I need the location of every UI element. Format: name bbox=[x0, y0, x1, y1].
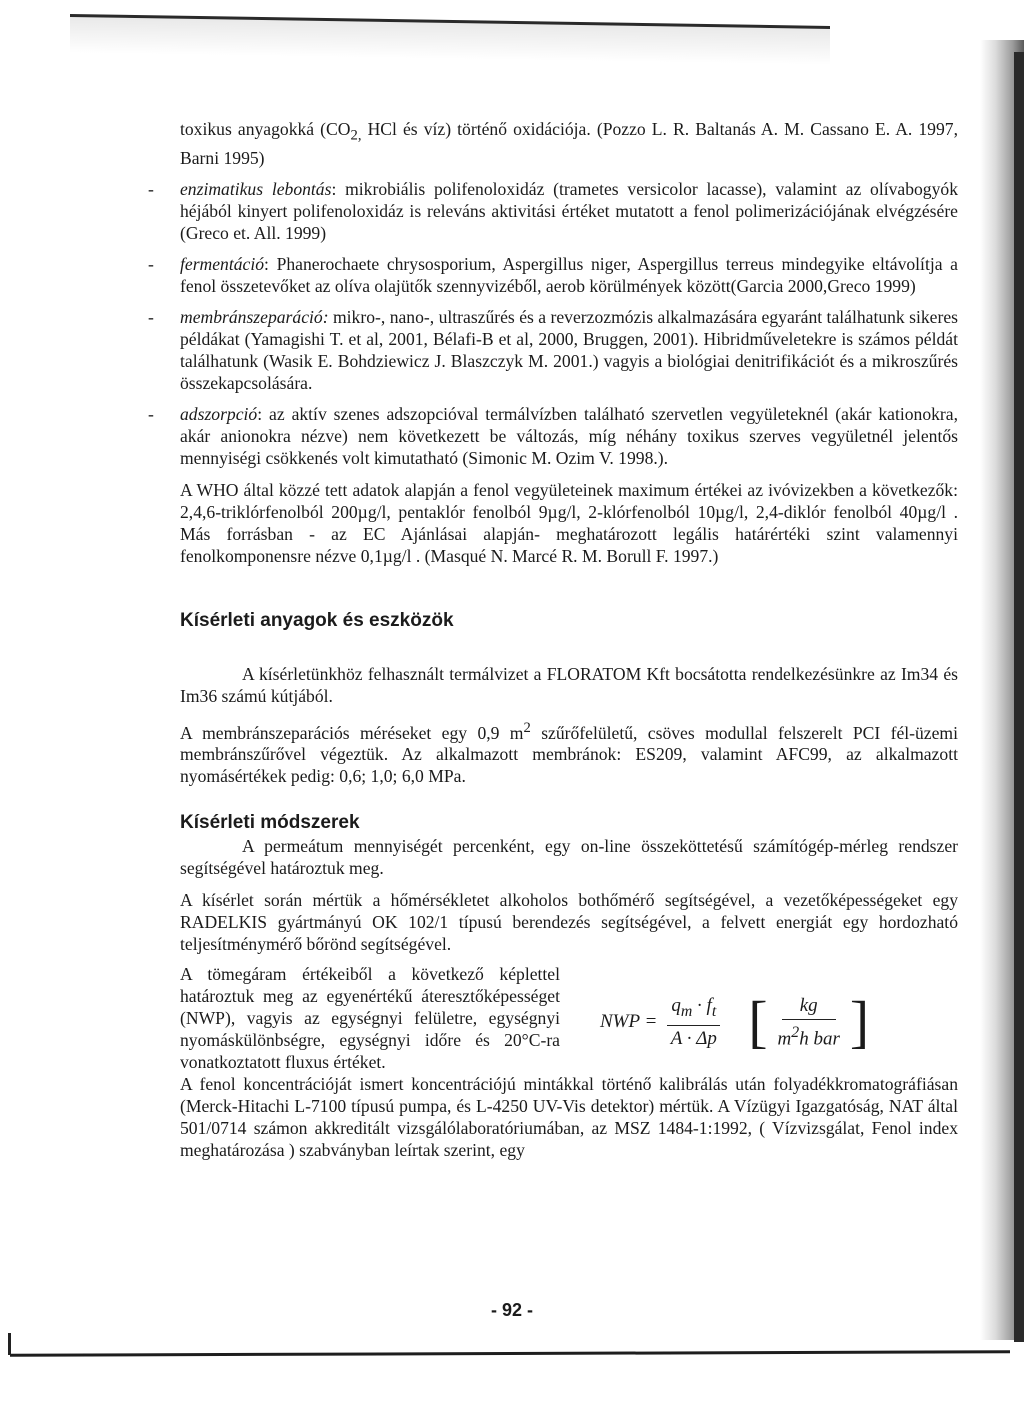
term: fermentáció bbox=[180, 253, 265, 274]
scan-edge-right bbox=[1014, 52, 1024, 1342]
paragraph-materials-1: A kísérletünkhöz felhasznált termálvizet a FLORATOM Kft bocsátotta rendelkezésünkre az Im34 és Im36 számú kútjából. bbox=[180, 663, 958, 706]
paragraph-methods-1: A permeátum mennyiségét percenként, egy on-line összeköttetésű számítógép-mérleg rendszer segítségével határoztuk meg. bbox=[180, 836, 958, 879]
paragraph-nwp: A tömegáram értékeiből a következő képlettel határoztuk meg az egyenértékű áteresztőképességet (NWP), vagyis az egységnyi felületre, egységnyi nyomáskülönbségre, egységnyi időre és 20°C-ra vonatkoztatott fluxus értéket. bbox=[180, 964, 560, 1073]
formula-lhs: NWP = bbox=[600, 1011, 658, 1033]
formula-unit: [ $\frac{kg}{m^2h bar}$ ] bbox=[748, 989, 870, 1055]
scan-shadow-top bbox=[70, 14, 830, 65]
list-item-adsorption: - adszorpció: az aktív szenes adszopcióval termálvízben található szervetlen vegyületeknél (akár kationokra, akár anionokra nézve) nem következett be változás, míg néhány toxikus szerves vegyületnél jelentős mennyiségi csökkenés volt kimutatható (Simonic M. Ozim V. 1998.). bbox=[148, 403, 958, 468]
page-number: - 92 - bbox=[490, 1300, 533, 1320]
paragraph-phenol: A fenol koncentrációját ismert koncentrációjú mintákkal történő kalibrálás után folyadékkromatográfiásan (Merck-Hitachi L-7100 típusú pumpa, és L-4250 UV-Vis detektor) mértük. A Vízügyi Igazgatóság, NAT által 501/0714 számon akkreditált vizsgálólaboratóriumában, az MSZ 1484-1:1992, ( Vízvizsgálat, Fenol index meghatározása ) szabványban leírtak szerint, egy bbox=[180, 1074, 958, 1161]
paragraph-who: A WHO által közzé tett adatok alapján a fenol vegyületeinek maximum értékei az ivóvizekben a következők: 2,4,6-triklórfenolból 200µg/l, pentaklór fenolból 9µg/l, 2-klórfenolból 10µg/l, 2,4-diklór fenolból 40µg/l . Más forrásban - az EC Ajánlásai alapján- meghatározott legális határértéki szint valamennyi fenolkomponensre nézve 0,1µg/l . (Masqué N. Marcé R. M. Borull F. 1997.) bbox=[180, 479, 958, 566]
section-heading-materials: Kísérleti anyagok és eszközök bbox=[180, 609, 454, 631]
page-content bbox=[148, 118, 958, 1161]
term: enzimatikus lebontás bbox=[180, 178, 332, 199]
term: membránszeparáció: bbox=[180, 306, 329, 327]
paragraph-materials-2: A membránszeparációs méréseket egy 0,9 $m^2$ szűrőfelületű, csöves modullal felszerelt PCI fél-üzemi membránszűrővel végeztük. Az alkalmazott membránok: ES209, valamint AFC99, az alkalmazott nyomásértékek pedig: 0,6; 1,0; 6,0 MPa. bbox=[180, 719, 958, 787]
scan-edge-bottom bbox=[10, 1350, 1010, 1356]
list-item-fermentation: - fermentáció: Phanerochaete chrysosporium, Aspergillus niger, Aspergillus terreus mindegyike eltávolítja a fenol összetevőket az olíva olajütők szennyvizéből, aerob körülmények között(Garcia 2000,Greco 1999) bbox=[148, 253, 958, 296]
paragraph-oxidation: toxikus anyagokká ($CO_{2,}$ HCl és víz) történő oxidációja. (Pozzo L. R. Baltanás A. M. Cassano E. A. 1997, Barni 1995) bbox=[180, 119, 958, 168]
formula-fraction: $\frac{q_m \cdot f_t}{A \cdot \Delta p}$ bbox=[667, 995, 720, 1050]
scan-mark-left bbox=[8, 1333, 11, 1355]
list-item-membrane: - membránszeparáció: mikro-, nano-, ultraszűrés és a reverzozmózis alkalmazására egyaránt találhatunk sikeres példákat (Yamagishi T. et al, 2001, Bélafi-B et al, 2000, Bruggen, 2001). Hibridműveletekre is számos példát találhatunk (Wasik E. Bohdziewicz J. Blaszczyk M. 2001.) vagyis a biológiai denitrifikációt és a mikroszűrés összekapcsolására. bbox=[148, 306, 958, 393]
term: adszorpció bbox=[180, 403, 258, 424]
paragraph-methods-2: A kísérlet során mértük a hőmérsékletet alkoholos bothőmérő segítségével, a vezetőképességeket egy RADELKIS gyártmányú OK 102/1 típusú berendezés segítségével, a felvett energiát egy hordozható teljesítménymérő bőrönd segítségével. bbox=[180, 890, 958, 955]
section-heading-methods: Kísérleti módszerek bbox=[180, 812, 360, 834]
nwp-section bbox=[180, 963, 958, 1073]
list-item-enzymatic: - enzimatikus lebontás: mikrobiális polifenoloxidáz (trametes versicolor lacasse), valamint az olívabogyók héjából kinyert polifenoloxidáz is releváns aktivitási értéket mutatott a fenol polimerizációjának elvégzésére (Greco et. All. 1999) bbox=[148, 178, 958, 243]
nwp-formula bbox=[560, 963, 958, 1073]
